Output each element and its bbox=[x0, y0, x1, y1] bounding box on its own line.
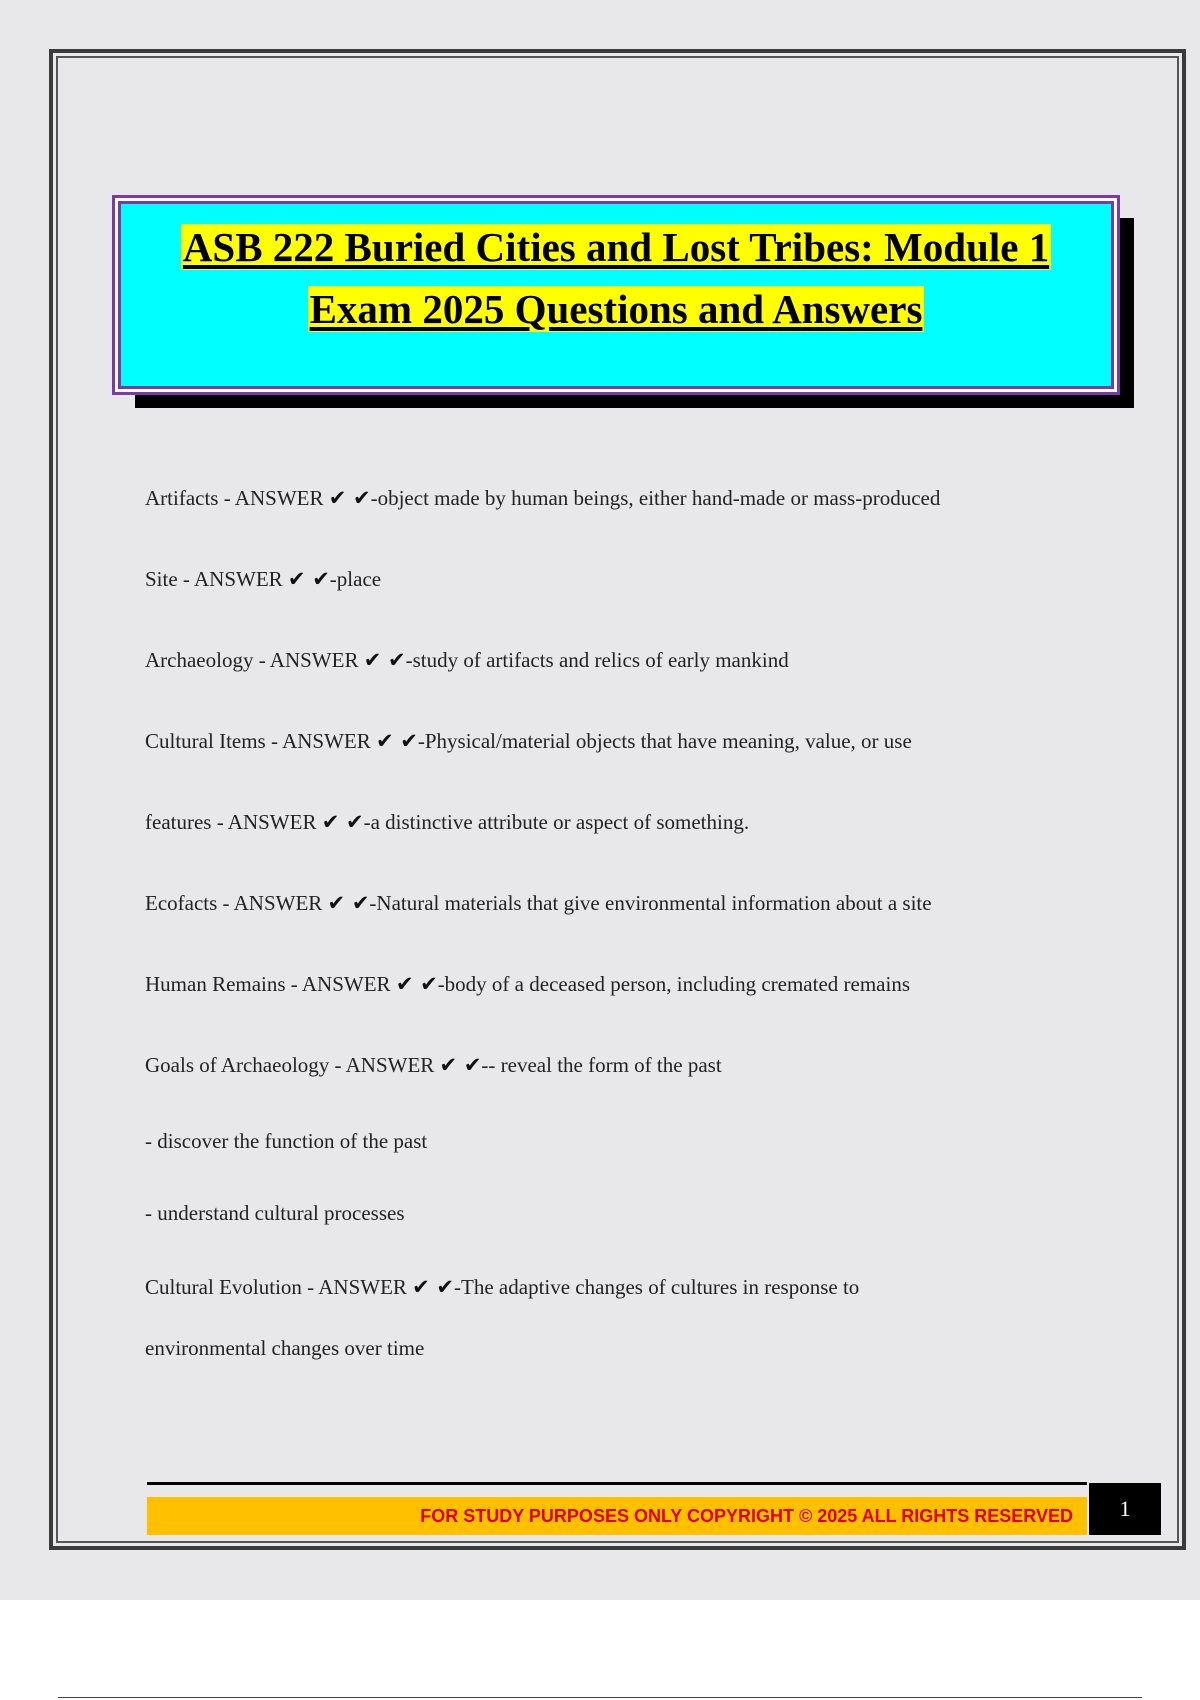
qa-answer: -study of artifacts and relics of early mankind bbox=[405, 648, 789, 672]
qa-entry bbox=[145, 648, 789, 673]
qa-entry bbox=[145, 1275, 859, 1300]
qa-answer: -place bbox=[329, 567, 382, 591]
title-line-2: Exam 2025 Questions and Answers bbox=[309, 286, 923, 332]
qa-entry bbox=[145, 891, 932, 916]
double-check-icon: ✔ ✔ bbox=[375, 729, 418, 753]
qa-entry bbox=[145, 810, 749, 835]
footer-copyright-text: FOR STUDY PURPOSES ONLY COPYRIGHT © 2025 ALL RIGHTS RESERVED bbox=[420, 1506, 1073, 1526]
double-check-icon: ✔ ✔ bbox=[439, 1053, 482, 1077]
qa-entry bbox=[145, 1053, 722, 1078]
double-check-icon: ✔ ✔ bbox=[327, 891, 370, 915]
title-box bbox=[118, 201, 1114, 389]
double-check-icon: ✔ ✔ bbox=[321, 810, 364, 834]
qa-answer-continuation: environmental changes over time bbox=[145, 1336, 425, 1360]
title-line-1: ASB 222 Buried Cities and Lost Tribes: Module 1 bbox=[182, 224, 1050, 270]
qa-answer: -Physical/material objects that have meaning, value, or use bbox=[417, 729, 912, 753]
qa-term: Human Remains - ANSWER bbox=[145, 972, 391, 996]
qa-term: Ecofacts - ANSWER bbox=[145, 891, 323, 915]
qa-term: Site - ANSWER bbox=[145, 567, 283, 591]
qa-answer: -Natural materials that give environmental information about a site bbox=[369, 891, 932, 915]
qa-answer: -a distinctive attribute or aspect of something. bbox=[363, 810, 750, 834]
qa-term: Goals of Archaeology - ANSWER bbox=[145, 1053, 435, 1077]
bottom-divider bbox=[58, 1697, 1142, 1698]
page-number: 1 bbox=[1089, 1483, 1161, 1535]
qa-entry bbox=[145, 486, 940, 511]
double-check-icon: ✔ ✔ bbox=[363, 648, 406, 672]
qa-term: features - ANSWER bbox=[145, 810, 317, 834]
double-check-icon: ✔ ✔ bbox=[395, 972, 438, 996]
qa-entry bbox=[145, 567, 381, 592]
qa-answer: -The adaptive changes of cultures in response to bbox=[454, 1275, 860, 1299]
qa-continuation-line: - understand cultural processes bbox=[145, 1201, 405, 1225]
double-check-icon: ✔ ✔ bbox=[287, 567, 330, 591]
qa-term: Artifacts - ANSWER bbox=[145, 486, 324, 510]
qa-term: Cultural Evolution - ANSWER bbox=[145, 1275, 407, 1299]
footer-rule bbox=[147, 1482, 1087, 1485]
qa-term: Cultural Items - ANSWER bbox=[145, 729, 371, 753]
footer-copyright-bar bbox=[147, 1497, 1087, 1535]
qa-entry bbox=[145, 972, 910, 997]
qa-term: Archaeology - ANSWER bbox=[145, 648, 359, 672]
qa-entry bbox=[145, 729, 912, 754]
qa-answer: -object made by human beings, either hand-made or mass-produced bbox=[370, 486, 941, 510]
qa-answer: -body of a deceased person, including cremated remains bbox=[437, 972, 911, 996]
double-check-icon: ✔ ✔ bbox=[412, 1275, 455, 1299]
qa-continuation-line: - discover the function of the past bbox=[145, 1129, 428, 1153]
double-check-icon: ✔ ✔ bbox=[328, 486, 371, 510]
qa-answer: -- reveal the form of the past bbox=[481, 1053, 722, 1077]
